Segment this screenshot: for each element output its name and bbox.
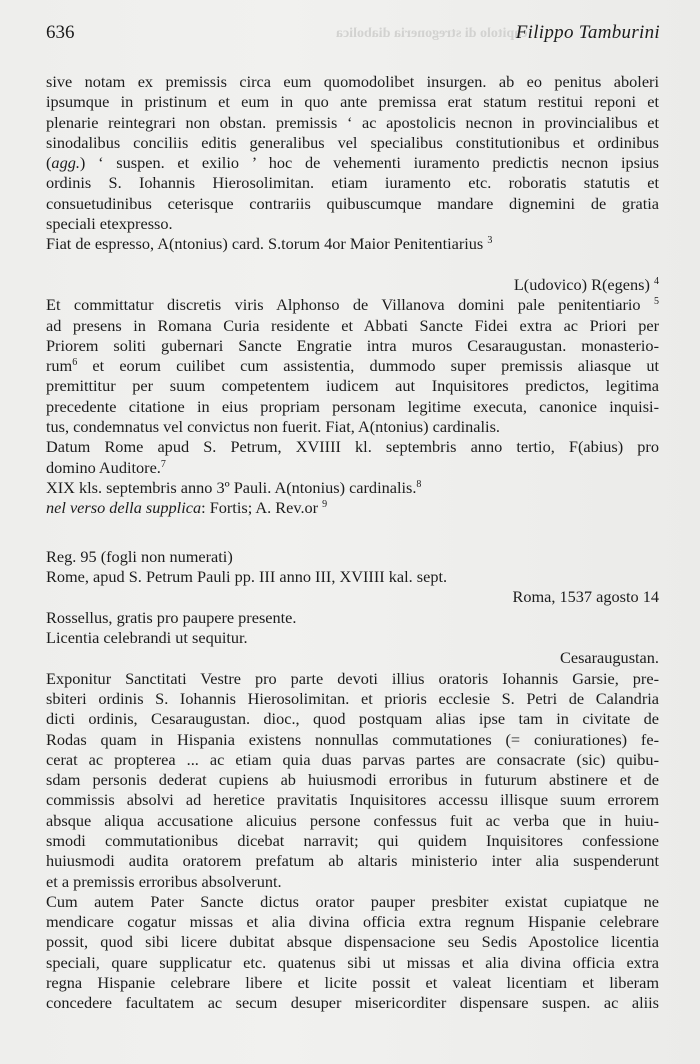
text-fragment: ) ‘ suspen. et exilio ’ hoc de vehementi iuramento predictis necnon ipsius: [79, 153, 659, 173]
spacer: [46, 519, 659, 539]
text-line: mendicare cogatur missas et alia divina officia extra regnum Hispanie celebrare: [46, 912, 659, 932]
text-fragment: L(udovico) R(egens): [513, 274, 650, 294]
text-line: et a premissis erroribus absolverunt.: [46, 871, 282, 891]
footnote-ref[interactable]: 5: [654, 296, 659, 308]
text-line: [46, 458, 659, 478]
text-line: plenarie reintegrari non obstan. premissis ‘ ac apostolicis necnon in provincialibus et: [46, 112, 659, 132]
text-line: consuetudinibus ceterisque contrariis quibuscumque mandare dignemini de gratia: [46, 193, 659, 213]
register-reference: Reg. 95 (fogli non numerati): [46, 546, 233, 566]
text-fragment: et eorum cuilibet cum assistentia, dummodo super premissis aliasque ut: [77, 356, 659, 376]
footnote-ref[interactable]: 6: [72, 357, 78, 369]
text-line: Rossellus, gratis pro paupere presente.: [46, 607, 297, 627]
page-header: [46, 22, 660, 50]
spacer: [46, 255, 659, 275]
text-line: Priorem soliti gubernari Sancte Engratie intra muros Cesaraugustan. monasterio-: [46, 335, 659, 355]
footnote-ref[interactable]: 3: [487, 235, 493, 247]
text-line: Rome, apud S. Petrum Pauli pp. III anno III, XVIIII kal. sept.: [46, 567, 448, 587]
text-line: speciali, quare supplicatur etc. quatenus sibi ut missas et alia divina officia extra: [46, 952, 659, 972]
text-fragment: domino Auditore.: [46, 457, 161, 477]
text-line: Cum autem Pater Sancte dictus orator pauper presbiter existat cupiatque ne: [46, 891, 659, 911]
text-line: dicti ordinis, Cesaraugustan. dioc., quod postquam alias ipse tam in civitate de: [46, 709, 659, 729]
text-line: [46, 498, 659, 518]
footnote-ref[interactable]: 9: [322, 499, 328, 511]
text-line: absque aliqua accusatione alicuius persone confessus fuit ac verba que in huiu-: [46, 810, 659, 830]
text-line: [46, 234, 659, 254]
text-line: [46, 295, 659, 315]
text-line: [46, 356, 659, 376]
text-line: sdam personis dederat cupiens ab huiusmodi erroribus in futurum abstinere et de: [46, 770, 659, 790]
page-number: 636: [46, 22, 75, 43]
text-fragment: XIX kls. septembris anno 3º Pauli. A(ntonius) cardinalis.: [46, 477, 417, 497]
date-line: Roma, 1537 agosto 14: [512, 587, 659, 607]
italic-note: nel verso della supplica: [46, 498, 202, 518]
text-line: sbiteri ordinis S. Iohannis Hierosolimitan. et prioris ecclesie S. Petri de Calandria: [46, 688, 659, 708]
text-line: commissis absolvi ad heretice pravitatis Inquisitores accessu illisque suum errorem: [46, 790, 659, 810]
text-line: tus, condemnatus vel convictus non fuerit. Fiat, A(ntonius) cardinalis.: [46, 417, 500, 437]
signature-line: [46, 275, 659, 295]
text-fragment: Et committatur discretis viris Alphonso de Villanova domini pale penitentiario: [46, 295, 641, 315]
text-fragment: Fiat de espresso, A(ntonius) card. S.torum 4or Maior Penitentiarius: [46, 234, 484, 254]
text-line: possit, quod sibi licere dubitat absque dispensacione seu Sedis Apostolice licentia: [46, 932, 659, 952]
text-line: precedente citatione in eius propriam personam legitime executa, canonice inquisi-: [46, 396, 659, 416]
text-line: Rodas quam in Hispania existens nonnullas commutationes (= coniurationes) fe-: [46, 729, 659, 749]
text-line: Exponitur Sanctitati Vestre pro parte devoti illius oratoris Iohannis Garsie, pre-: [46, 668, 659, 688]
text-line: sive notam ex premissis circa eum quomodolibet insurgen. ab eo penitus aboleri: [46, 72, 659, 91]
footnote-ref[interactable]: 7: [160, 458, 166, 470]
text-line: ipsumque in pristinum et eum in quo ante premissa erat statum restitui reponi et: [46, 92, 659, 112]
text-line: concedere facultatem ac secum desuper misericorditer dispensare suspen. ac aliis: [46, 993, 659, 1013]
document-body: [46, 72, 659, 1014]
text-line: speciali etexpresso.: [46, 214, 173, 234]
open-paren: (: [46, 153, 52, 173]
text-line: cerat ac propterea ... ac etiam quia duas parvas partes are consacrate (sic) quibu-: [46, 749, 659, 769]
text-line: [46, 153, 659, 173]
text-line: ordinis S. Iohannis Hierosolimitan. etiam iuramento etc. roboratis statutis et: [46, 173, 659, 193]
text-line: Datum Rome apud S. Petrum, XVIIII kl. septembris anno tertio, F(abius) pro: [46, 437, 659, 457]
text-line: [46, 478, 659, 498]
bleed-through-text: capitolo di stregoneria diabolica: [336, 26, 528, 41]
text-fragment: : Fortis; A. Rev.or: [201, 498, 319, 518]
italic-agg: agg.: [51, 153, 80, 173]
text-line: Licentia celebrandi ut sequitur.: [46, 628, 248, 648]
diocese-line: Cesaraugustan.: [559, 648, 659, 668]
text-line: ad presens in Romana Curia residente et Abbati Sancte Fidei extra ac Priori per: [46, 315, 659, 335]
running-head-author: Filippo Tamburini: [515, 22, 660, 43]
text-line: premittitur per suum competentem iudicem aut Inquisitores predictos, legitima: [46, 376, 659, 396]
text-line: huiusmodi audita oratorem prefatum ab altaris ministerio inter alia suspenderunt: [46, 851, 659, 871]
text-line: regna Hispanie celebrare libere et licite possit et valeat licentiam et liberam: [46, 973, 659, 993]
text-line: smodi commutationibus dicebat narravit; qui quidem Inquisitores confessione: [46, 830, 659, 850]
text-line: sinodalibus conciliis editis generalibus vel specialibus constitutionibus et ordinibus: [46, 132, 659, 152]
footnote-ref[interactable]: 4: [654, 275, 659, 287]
footnote-ref[interactable]: 8: [416, 478, 422, 490]
spacer: [46, 539, 659, 547]
text-fragment: rum: [46, 356, 73, 376]
